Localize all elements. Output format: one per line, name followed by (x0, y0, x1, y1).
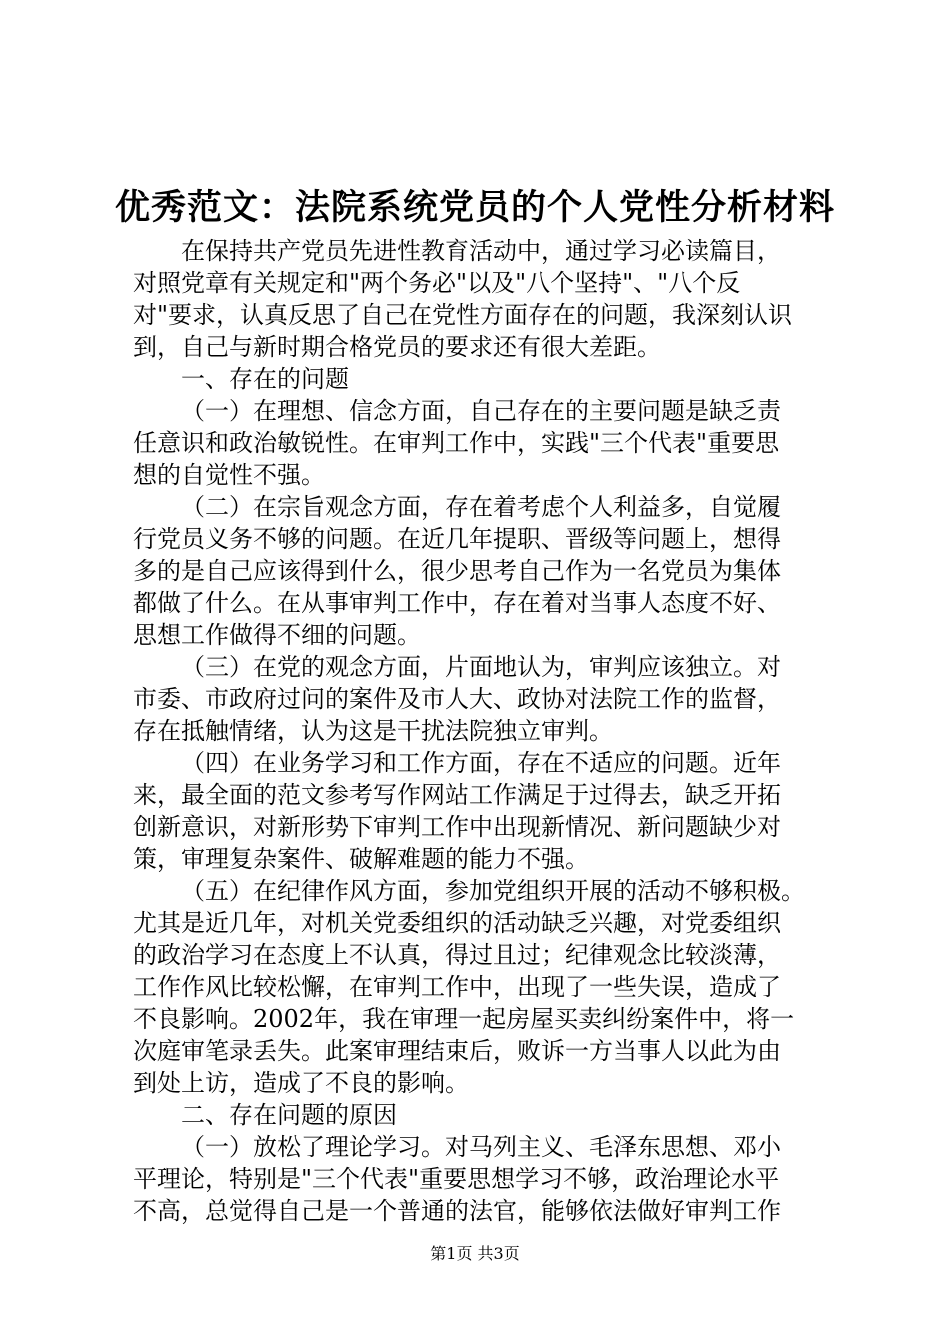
page-footer: 第1页 共3页 (430, 1244, 520, 1263)
body-line: 策，审理复杂案件、破解难题的能力不强。 (133, 845, 589, 873)
body-line: 到处上访，造成了不良的影响。 (133, 1069, 469, 1097)
section-heading: 一、存在的问题 (181, 365, 349, 393)
section-heading: 二、存在问题的原因 (181, 1101, 397, 1129)
body-line: 不良影响。2002年，我在审理一起房屋买卖纠纷案件中，将一 (133, 1005, 795, 1033)
body-line: 的政治学习在态度上不认真，得过且过；纪律观念比较淡薄， (133, 941, 781, 969)
body-line: 平理论，特别是"三个代表"重要思想学习不够，政治理论水平 (133, 1165, 780, 1193)
body-line: 任意识和政治敏锐性。在审判工作中，实践"三个代表"重要思 (133, 429, 780, 457)
body-line: 尤其是近几年，对机关党委组织的活动缺乏兴趣，对党委组织 (133, 909, 781, 937)
body-line: 来，最全面的范文参考写作网站工作满足于过得去，缺乏开拓 (133, 781, 781, 809)
body-line: 行党员义务不够的问题。在近几年提职、晋级等问题上，想得 (133, 525, 781, 553)
body-line: （三）在党的观念方面，片面地认为，审判应该独立。对 (181, 653, 781, 681)
body-line: 对照党章有关规定和"两个务必"以及"八个坚持"、"八个反 (133, 269, 741, 297)
body-line: 不高，总觉得自己是一个普通的法官，能够依法做好审判工作 (133, 1197, 781, 1225)
document-title: 优秀范文：法院系统党员的个人党性分析材料 (114, 187, 835, 228)
body-line: 多的是自己应该得到什么，很少思考自己作为一名党员为集体 (133, 557, 781, 585)
document-body (0, 235, 950, 1227)
body-line: 创新意识，对新形势下审判工作中出现新情况、新问题缺少对 (133, 813, 781, 841)
body-line: （一）在理想、信念方面，自己存在的主要问题是缺乏责 (181, 397, 781, 425)
body-line: （一）放松了理论学习。对马列主义、毛泽东思想、邓小 (181, 1133, 781, 1161)
body-line: 存在抵触情绪，认为这是干扰法院独立审判。 (133, 717, 613, 745)
body-line: 次庭审笔录丢失。此案审理结束后，败诉一方当事人以此为由 (133, 1037, 781, 1065)
body-line: （五）在纪律作风方面，参加党组织开展的活动不够积极。 (181, 877, 805, 905)
body-line: 想的自觉性不强。 (133, 461, 325, 489)
body-line: 思想工作做得不细的问题。 (133, 621, 421, 649)
body-line: （四）在业务学习和工作方面，存在不适应的问题。近年 (181, 749, 781, 777)
body-line: 都做了什么。在从事审判工作中，存在着对当事人态度不好、 (133, 589, 781, 617)
body-line: 在保持共产党员先进性教育活动中，通过学习必读篇目， (181, 237, 781, 265)
body-line: 工作作风比较松懈，在审判工作中，出现了一些失误，造成了 (133, 973, 781, 1001)
body-line: 对"要求，认真反思了自己在党性方面存在的问题，我深刻认识 (133, 301, 793, 329)
body-line: 市委、市政府过问的案件及市人大、政协对法院工作的监督， (133, 685, 781, 713)
body-line: （二）在宗旨观念方面，存在着考虑个人利益多，自觉履 (181, 493, 781, 521)
body-line: 到，自己与新时期合格党员的要求还有很大差距。 (133, 333, 661, 361)
